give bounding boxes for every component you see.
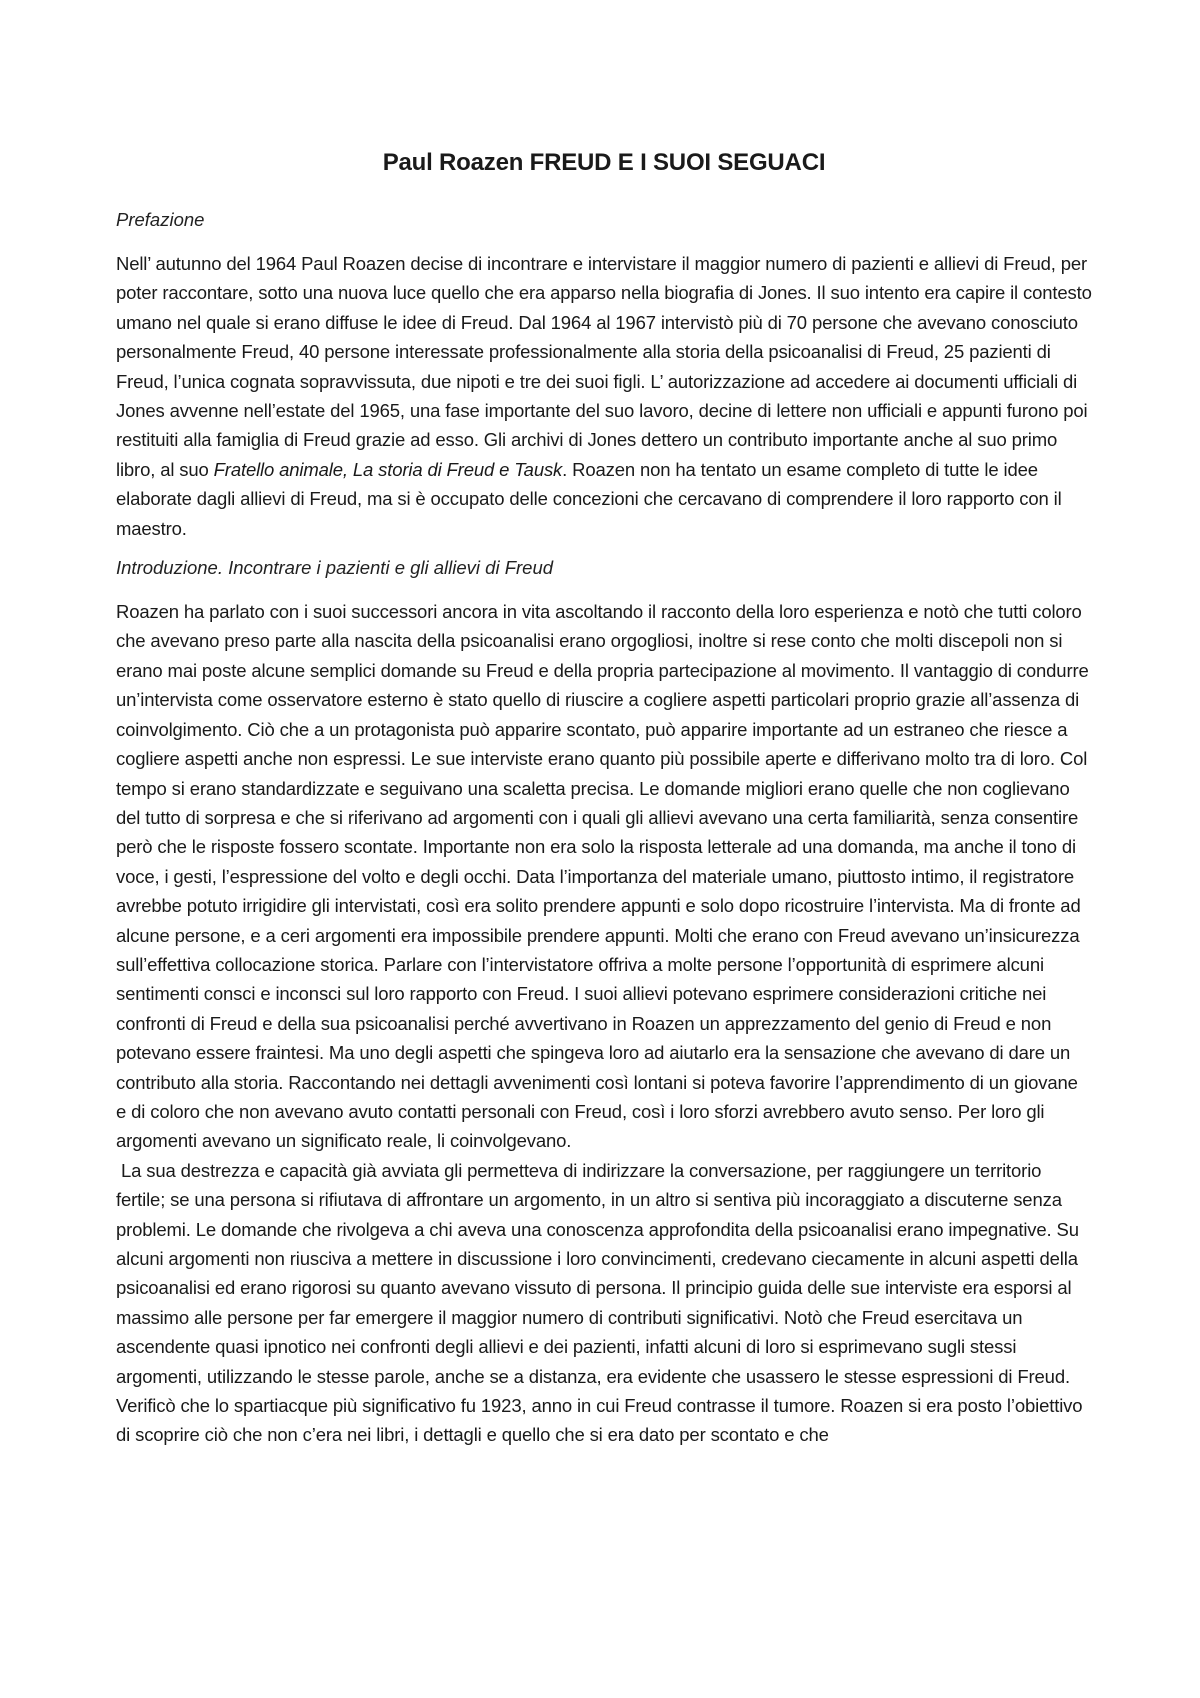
- prefazione-paragraph: [116, 249, 1092, 543]
- introduzione-paragraph-2: La sua destrezza e capacità già avviata gli permetteva di indirizzare la conversazione, per raggiungere un territorio fertile; se una persona si rifiutava di affrontare un argomento, in un altro si sentiva più incoraggiato a discuterne senza problemi. Le domande che rivolgeva a chi aveva una conoscenza approfondita della psicoanalisi erano impegnative. Su alcuni argomenti non riusciva a mettere in discussione i loro convincimenti, credevano ciecamente in alcuni aspetti della psicoanalisi ed erano rigorosi su quanto avevano vissuto di persona. Il principio guida delle sue interviste era esporsi al massimo alle persone per far emergere il maggior numero di contributi significativi. Notò che Freud esercitava un ascendente quasi ipnotico nei confronti degli allievi e dei pazienti, infatti alcuni di loro si esprimevano sugli stessi argomenti, utilizzando le stesse parole, anche se a distanza, era evidente che usassero le stesse espressioni di Freud. Verificò che lo spartiacque più significativo fu 1923, anno in cui Freud contrasse il tumore. Roazen si era posto l’obiettivo di scoprire ciò che non c’era nei libri, i dettagli e quello che si era dato per scontato e che: [116, 1159, 1083, 1446]
- introduzione-section: [116, 553, 1092, 1450]
- introduzione-heading: Introduzione. Incontrare i pazienti e gli allievi di Freud: [116, 557, 554, 579]
- prefazione-text-part2: . Roazen non ha tentato un esame completo di tutte le idee elaborate dagli allievi di Freud, ma si è occupato delle concezioni che cercavano di comprendere il loro rapporto con il maestro.: [116, 458, 1062, 539]
- introduzione-paragraph-1: Roazen ha parlato con i suoi successori ancora in vita ascoltando il racconto della loro esperienza e notò che tutti coloro che avevano preso parte alla nascita della psicoanalisi erano orgogliosi, inoltre si rese conto che molti discepoli non si erano mai poste alcune semplici domande su Freud e della propria partecipazione al movimento. Il vantaggio di condurre un’intervista come osservatore esterno è stato quello di riuscire a cogliere aspetti particolari proprio grazie all’assenza di coinvolgimento. Ciò che a un protagonista può apparire scontato, può apparire importante ad un estraneo che riesce a cogliere aspetti anche non espressi. Le sue interviste erano quanto più possibile aperte e differivano molto tra di loro. Col tempo si erano standardizzate e seguivano una scaletta precisa. Le domande migliori erano quelle che non coglievano del tutto di sorpresa e che si riferivano ad argomenti con i quali gli allievi avevano una certa familiarità, senza consentire però che le risposte fossero scontate. Importante non era solo la risposta letterale ad una domanda, ma anche il tono di voce, i gesti, l’espressione del volto e degli occhi. Data l’importanza del materiale umano, piuttosto intimo, il registratore avrebbe potuto irrigidire gli intervistati, così era solito prendere appunti e solo dopo ricostruire l’intervista. Ma di fronte ad alcune persone, e a ceri argomenti era impossibile prendere appunti. Molti che erano con Freud avevano un’insicurezza sull’effettiva collocazione storica. Parlare con l’intervistatore offriva a molte persone l’opportunità di esprimere alcuni sentimenti consci e inconsci sul loro rapporto con Freud. I suoi allievi potevano esprimere considerazioni critiche nei confronti di Freud e della sua psicoanalisi perché avvertivano in Roazen un apprezzamento del genio di Freud e non potevano essere fraintesi. Ma uno degli aspetti che spingeva loro ad aiutarlo era la sensazione che avevano di dare un contributo alla storia. Raccontando nei dettagli avvenimenti così lontani si poteva favorire l’apprendimento di un giovane e di coloro che non avevano avuto contatti personali con Freud, così i loro sforzi avrebbero avuto senso. Per loro gli argomenti avevano un significato reale, li coinvolgevano.: [116, 601, 1089, 1152]
- prefazione-heading: Prefazione: [116, 209, 205, 230]
- prefazione-section: [116, 205, 1092, 543]
- prefazione-text-part1: Nell’ autunno del 1964 Paul Roazen decise di incontrare e intervistare il maggior numero di pazienti e allievi di Freud, per poter raccontare, sotto una nuova luce quello che era apparso nella biografia di Jones. Il suo intento era capire il contesto umano nel quale si erano diffuse le idee di Freud. Dal 1964 al 1967 intervistò più di 70 persone che avevano conosciuto personalmente Freud, 40 persone interessate professionalmente alla storia della psicoanalisi di Freud, 25 pazienti di Freud, l’unica cognata sopravvissuta, due nipoti e tre dei suoi figli. L’ autorizzazione ad accedere ai documenti ufficiali di Jones avvenne nell’estate del 1965, una fase importante del suo lavoro, decine di lettere non ufficiali e appunti furono poi restituiti alla famiglia di Freud grazie ad esso. Gli archivi di Jones dettero un contributo importante anche al suo primo libro, al suo: [116, 253, 1092, 480]
- book-title-fratello-animale: Fratello animale, La storia di Freud e Tausk: [213, 458, 563, 480]
- document-title: Paul Roazen FREUD E I SUOI SEGUACI: [382, 149, 826, 176]
